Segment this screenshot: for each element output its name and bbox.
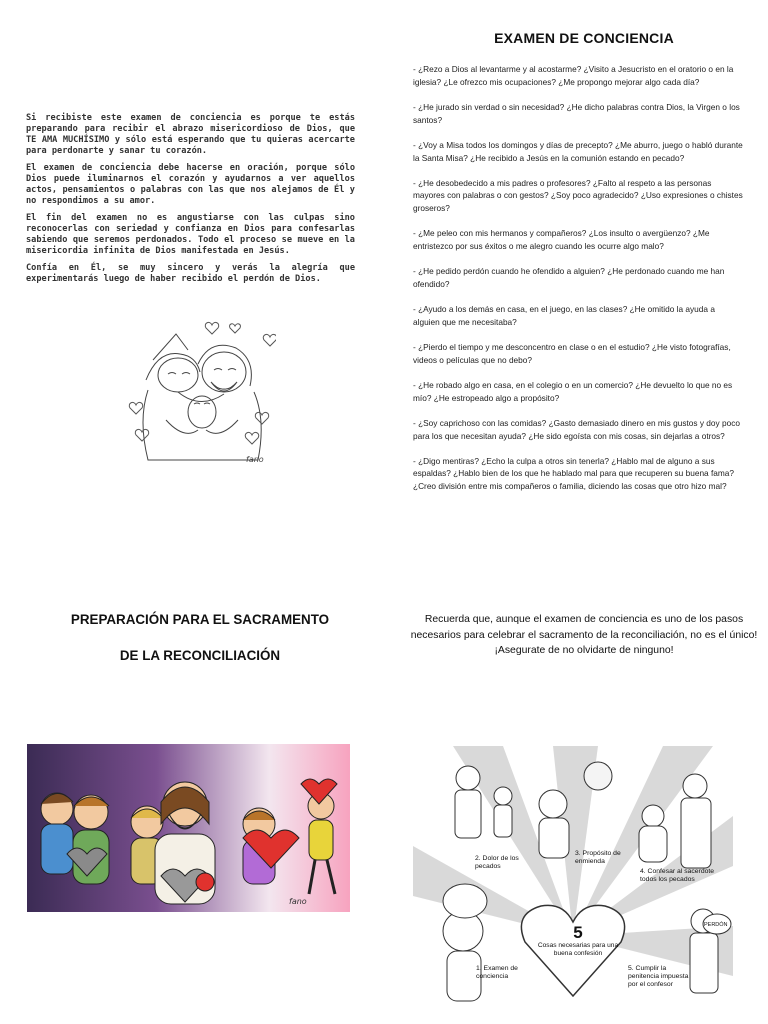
- exam-question: - ¿Ayudo a los demás en casa, en el juego, en las clases? ¿He omitido la ayuda a alguien que me necesitaba?: [413, 304, 715, 327]
- preparation-title-line2: DE LA RECONCILIACIÓN: [119, 648, 281, 663]
- exam-questions: [413, 63, 743, 505]
- hug-signature: fano: [246, 455, 264, 464]
- bubble-perdon: PERDÓN: [704, 922, 728, 928]
- hug-illustration: [118, 320, 276, 470]
- exam-question: - ¿He jurado sin verdad o sin necesidad? ¿He dicho palabras contra Dios, la Virgen o los santos?: [413, 101, 740, 125]
- reminder-emphasis: ¡Asegurate de no olvidarte de ninguno!: [494, 645, 674, 656]
- step-dolor: 2. Dolor de los pecados: [475, 855, 519, 870]
- exam-question: - ¿He desobedecido a mis padres o profesores? ¿Falto al respeto a las personas mayores con palabras o con gestos? ¿Soy poco agradecido? ¿Uso expresiones o chistes groseros?: [413, 177, 743, 214]
- exam-title: EXAMEN DE CONCIENCIA: [494, 30, 674, 46]
- infographic-caption: Cosas necesarias para una buena confesión: [537, 942, 619, 957]
- children-hearts-banner: [27, 744, 350, 912]
- intro-paragraph: Confía en Él, se muy sincero y verás la alegría que experimentarás luego de haber recibido el perdón de Dios.: [26, 263, 355, 284]
- preparation-title: [20, 612, 380, 684]
- preparation-title-line1: PREPARACIÓN PARA EL SACRAMENTO: [70, 612, 330, 627]
- banner-signature: fano: [289, 897, 307, 906]
- exam-question: - ¿He pedido perdón cuando he ofendido a alguien? ¿He perdonado cuando me han ofendido?: [413, 266, 725, 289]
- exam-question: - ¿He robado algo en casa, en el colegio o en un comercio? ¿He devuelto lo que no es mío? ¿He estropeado algo a propósito?: [413, 379, 733, 403]
- intro-paragraph: Si recibiste este examen de conciencia es porque te estás preparando para recibir el abrazo misericordioso de Dios, que TE AMA MUCHÍSIMO y sólo está esperando que tu quieras acercarte para perdonarte y sanar tu corazón.: [26, 113, 355, 156]
- step-proposito: 3. Propósito de enmienda: [575, 850, 621, 865]
- exam-question: - ¿Digo mentiras? ¿Echo la culpa a otros sin tenerla? ¿Hablo mal de alguno a sus espaldas? ¿Hablo bien de los que he hablado mal para que recuperen su buena fama? ¿Creo división entre mis compañeros o familia, diciendo las cosas que otro hizo mal?: [413, 455, 735, 492]
- exam-question: - ¿Pierdo el tiempo y me desconcentro en clase o en el estudio? ¿He visto fotografías, videos o películas que no debo?: [413, 342, 731, 365]
- exam-question: - ¿Rezo a Dios al levantarme y al acostarme? ¿Visito a Jesucristo en el oratorio o en la iglesia? ¿Le ofrezco mis ocupaciones? ¿Me propongo mejorar algo cada día?: [413, 64, 734, 87]
- step-examen: 1. Examen de conciencia: [476, 965, 518, 980]
- reminder-text: [408, 612, 760, 659]
- reminder-body: Recuerda que, aunque el examen de conciencia es uno de los pasos necesarios para celebrar el sacramento de la reconciliación, no es el único!: [410, 614, 758, 641]
- exam-question: - ¿Me peleo con mis hermanos y compañeros? ¿Los insulto o avergüenzo? ¿Me entristezco por sus éxitos o me alegro cuando les ocurre algo malo?: [413, 228, 710, 252]
- exam-question: - ¿Soy caprichoso con las comidas? ¿Gasto demasiado dinero en mis gustos y doy poco para los que necesitan ayuda? ¿He sido egoísta con mis cosas, sin dejarlas a otros?: [413, 417, 740, 441]
- step-confesar: 4. Confesar al sacerdote todos los pecados: [640, 868, 715, 883]
- exam-question: - ¿Voy a Misa todos los domingos y días de precepto? ¿Me aburro, juego o habló durante la Santa Misa? ¿He recibido a Jesús en la comunión estando en pecado?: [413, 139, 743, 163]
- intro-paragraph: El examen de conciencia debe hacerse en oración, porque sólo Dios puede iluminarnos el corazón y ayudarnos a ver aquellos actos, pensamientos o palabras con las que nos alejamos de Él y no respondimos a su amor.: [26, 163, 355, 206]
- intro-paragraph: El fin del examen no es angustiarse con las culpas sino reconocerlas con seriedad y confianza en Dios para confesarlas sabiendo que seremos perdonados. Todo el proceso se mueve en la misericordia infinita de Dios manifestada en Jesús.: [26, 213, 355, 256]
- intro-text: [26, 113, 355, 291]
- step-penitencia: 5. Cumplir la penitencia impuesta por el confesor: [628, 965, 689, 988]
- infographic-number: 5: [573, 923, 583, 942]
